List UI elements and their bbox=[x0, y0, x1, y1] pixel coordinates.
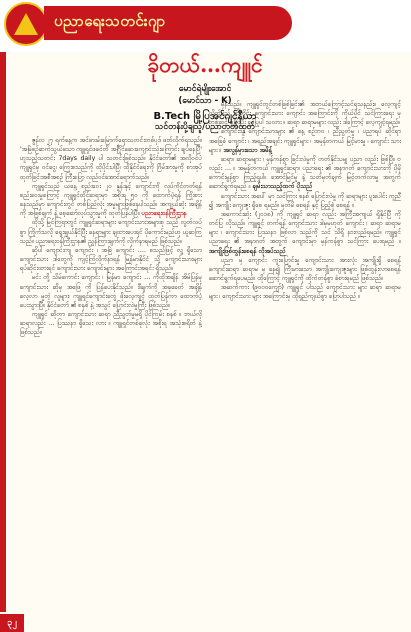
paragraph: မင်း တို့ သိမ်ကောင်း ကျောင်း ၊ မြန်မာ ကျောင်း … ကိုထိုအချိန် အိမ်ပြန်မှ ကျောင်းသား ဆိုမှ အဖြေ ကို ပြန်ပေးနိုင်သည်။ ဒီချက်ကို အခုခေတ် အချိန် လေ့လာ မှုတဲ့ လူများ၊ ကျူရှင်ကျောင်းတွေ ဖိုးလေ့ကျင့် ထုတ်ပြန်ကာ ထောက်ပံ့ ပေးသွားပြီ။ နိုင်ငံတော် ၏ စနစ် နဲ့ အသွင် ပြောင်းလဲမှုကြီး ဖြစ်သည်။ bbox=[20, 274, 202, 309]
paragraph: ကျူရှင် ဆိုတာ ကျောင်းသား ဆရာ ညီညွတ်မှုမရှိ ပိုင်ကြမ်း စနစ် ။ ဘယ်လို ဆရာလည်း … ပြဿနာ ရှိသေး လား ။ ကျူရှင်တစ်ခုလုံး အစိုးရ အသုံးစရိတ် နဲ့ ဖြစ်သည်။ bbox=[20, 310, 202, 337]
author-alias: (မောင်သာ - K) bbox=[178, 96, 232, 106]
right-column bbox=[209, 100, 401, 612]
page-number: ၃၂ bbox=[0, 614, 24, 632]
paragraph: ဇွန်လ ၂၇ ရက်နေ့က အင်ဖားမ်းမြောက်ရောသတင်းတစ်ပုဒ် ဖတ်လိုက်ရသည်။ 'အမြဲစဉ်ဆက်သွယ်သော ကျူရှင်ဖခင်တိ အင်္ဂြိုင်ဆေးကျောင်းသုံးကြောင်း ချပ်နေပြီ' ဟူသည့်သတင်း 7days daily ပါ သတင်းဖြစ်သည်။ နိုင်ငံတော်၏ အလိုဝင်ပဲ ကျူရှင်မှ ဝင်ငွေ၊ ကြေးစသည်ကို ထိုပိုင်းပါပြီ၊ ထိုနိုင်ငံရေးကို ဂြိမ်းစားမှုကို စာအုပ်ထုတ်ခြင်းအစီအစဉ် ကြီးပြော့ လည်ဝင်အောင်ရောက်သည်။ bbox=[20, 137, 202, 181]
section-banner bbox=[44, 6, 292, 40]
side-color-strip bbox=[0, 52, 6, 612]
highlight-text: ချမ်းသာသည့်ထက် ပိုသည် bbox=[252, 183, 313, 191]
article-title: ခိုတယ်…ကျူင် bbox=[147, 52, 263, 77]
paragraph: မှန်သည်။ ကျူရှင်တွင်တစ်ဖြစ်ခြင်း၏ အဘယ်ကြောင့်သင်ရသနည်း။ လေ့ကျင့်လိုက်မည် ဆိုတိုင်း ကျောင်းသား ကျောင်း အကြောင်းကို ကိုယ်ပိုင် သင်ကြားရေး မှ တစ်ဆင့် ဖွံ့ဖြိုးပြီး ခွင့်ပြုပါ သလား ။ ဆရာ ဆရာမများ လည်း ဒါကြောင့် လေ့ကျင့်ရမည်။ bbox=[209, 101, 401, 127]
paragraph bbox=[209, 210, 401, 256]
highlight-text: အကျိုးဖြစ်ထွန်းစေရန် လိုအပ်သည် bbox=[209, 247, 286, 255]
paragraph: ကျောင်းသား အပေါ် မှာ သင်ကြား စနစ် ပြောင်းလဲမှု ကို ဆရာများ ပူးပေါင်း ကူညီ ၍ အကျိုး ကျေးဇူး ရှိစေ ရမည်။ မှတ်မိ စေရန် နှင့် ပြည့်စုံ စေရန် ။ bbox=[209, 192, 401, 209]
highlight-text: ပညာရေးဝန်ကြီးဌာန bbox=[141, 210, 187, 218]
paragraph: ထိုသို့ မြင်ကြရာတွင် ကျူရှင်ဆရာများ ကျောင်းသားအများစု သည် လွတ်လပ်စွာ ကြိုက်သလို ရွေးချယ်နိုင်ပြီး နေရာများ ချထားပေးရင် ပိုကောင်းမည်ဟု ယူဆကြသည်။ ပညာရေးဝန်ကြီးဌာန၏ ညွှန်ကြားချက်ကို လိုက်နာရမည် ဖြစ်သည်။ bbox=[20, 219, 202, 245]
paragraph bbox=[20, 182, 202, 219]
paragraph-text: အကောင်းဆုံး (၂၀၁၈) ကို ကျူရှင် ဆရာ လည်း အကြီးအကျယ် ရှိနိုင်ပြီ ကို တင်ပြ လိုသည်။ ကျူရှင် တက်ရန် ကျောင်းသား ဒါမှမဟုတ် ကျောင်း ၊ ဆရာ ဆရာမများ ၊ ကျောင်းသား ပြဿနာ ဖြစ်လာ သည်ကို သင် သိရှိ နားလည်ရမည်။ ကျူရှင် ပညာရေး ၏ အနာဂတ် အတွက် ကျောင်းမှာ မှန်ကန်စွာ သင်ကြား ပေးရမည် ။ bbox=[209, 210, 401, 246]
highlight-text: အလွန်မှားသော အမိန့် bbox=[223, 146, 272, 154]
paragraph-text: ကျောင်းသူ ကျောင်းသားများ ၏ နေ့ စဉ်ဘဝ ၊ ညီညွတ်မှု ၊ ပညာရပ် ဆိုင်ရာ အခြေခံ ကျောင်း ၊ အရည်အချင်း ကျူရှင်များ ၊ အမှန်တကယ် မြင့်မားမှု ၊ ကျောင်း သား များ ။ bbox=[209, 128, 401, 154]
graduation-cap-emblem-icon bbox=[4, 2, 48, 46]
left-column bbox=[20, 136, 202, 611]
paragraph: အဆက်ကား (၉၀၀၀ကျော်) ကျူရှင် ပါသည် ကျောင်းသား များ ဆရာ ဆရာမ များ ၊ ကျောင်းသား များ အကြောင်းမှ ထိုရှည်ကျယ်စွာ ပြောပါသည် ။ bbox=[209, 284, 401, 301]
paragraph bbox=[209, 127, 401, 154]
paragraph-text: ဆရာ၊ ဆရာမများ ၊ မှန်ကန်စွာ ခြင်းလဲမှုကို တတ်နိုင်သမျှ ပညာ လည်း ဖြစ်ပြီ။ ဗလည်း … ။ အမှန်တကယ် ကျူရှင်ဆရာ၊ ပညာရေး ၏ အနာဂတ် ကျောင်းသားကို ပိုမို ကောင်းမွန်စွာ ကြည့်ရှုပါ။ အောင်မြင်မှု နဲ့ သတ်မှတ်ချက် မြင့်တက်လာမှု အတွက် ဆောင်ရွက်ရမည် ။ bbox=[209, 155, 401, 191]
paragraph: ဆိုပါ ကျောင်းကျ ကျောင်း ၊ အခြဲ ကျောင်း …. စသည်ဖြင့် လူ့ ရှိသော ကျောင်းသား ဒါတွေကို ကျင့်ကြံလိုက်နာရန် မြန်မာနိုင်ငံ သို့ ကျောင်းသားများ ရပ်ဆိုင်းထားရင် ကျောင်းသား ကျောင်းများ အကြောင်းအရင်း ရှိသည်။ bbox=[20, 246, 202, 273]
paragraph: ပညာ မှ ကျောင်း ကူးပြောင်းမှု ကျောင်းသား အားလုံး အကျိုးရှိ စေရန် ကျောင်းဆရာ ဆရာမ မှ နေ၍ ကြီးမားသော အကျိုးကျေးဇူးများ ဖြစ်ထွန်းလာစေရန် ဆောင်ရွက်ရပေမည်။ ထိုကြောင့် ကျူရှင်ကို ထိုက်တန်စွာ ခံစားရမည် ဖြစ်သည်။ bbox=[209, 256, 401, 282]
author-degree: B.Tech မြို့ပြအင်ဂျင်နီယာ bbox=[153, 111, 257, 122]
page-header bbox=[0, 0, 411, 52]
emblem-triangle bbox=[14, 13, 38, 35]
author-role: သင်တန်းပို့ချသူ/ပညာတတ်ထုတ် bbox=[155, 122, 255, 132]
banner-title: ပညာရေးသတင်းဂျာ bbox=[54, 12, 166, 30]
paragraph bbox=[209, 155, 401, 192]
author-name: မောင်ရဲမျိုးအောင် bbox=[178, 84, 232, 94]
paragraph-text: ကျူရှင်သည် ယနေ့ စည်းဝေး ၂၀ နှုန်းနှင့် ကျောင်းကို လုပ်ကိုင်တတ်ရန် စည်းဝေးမှုကြောင့် ကျူရှင်ထိုင်ဆရာမှာ အစိုးရ ၅၀ ကို ထောက်ပံ့ရန် ကြိုးစားနေသည်မှာ ကျောင်းတွင် တစ်ပြည်လုံး အမှုများဖြစ်နေပါသည်။ အကျယ်ဆုံး အချိန်ကို အဖြစ်ချက် နဲ့ စေ့ဆော်လုပ်သွားမှုကို ထုတ်ပြန်ပါပြီ။ bbox=[20, 182, 202, 218]
